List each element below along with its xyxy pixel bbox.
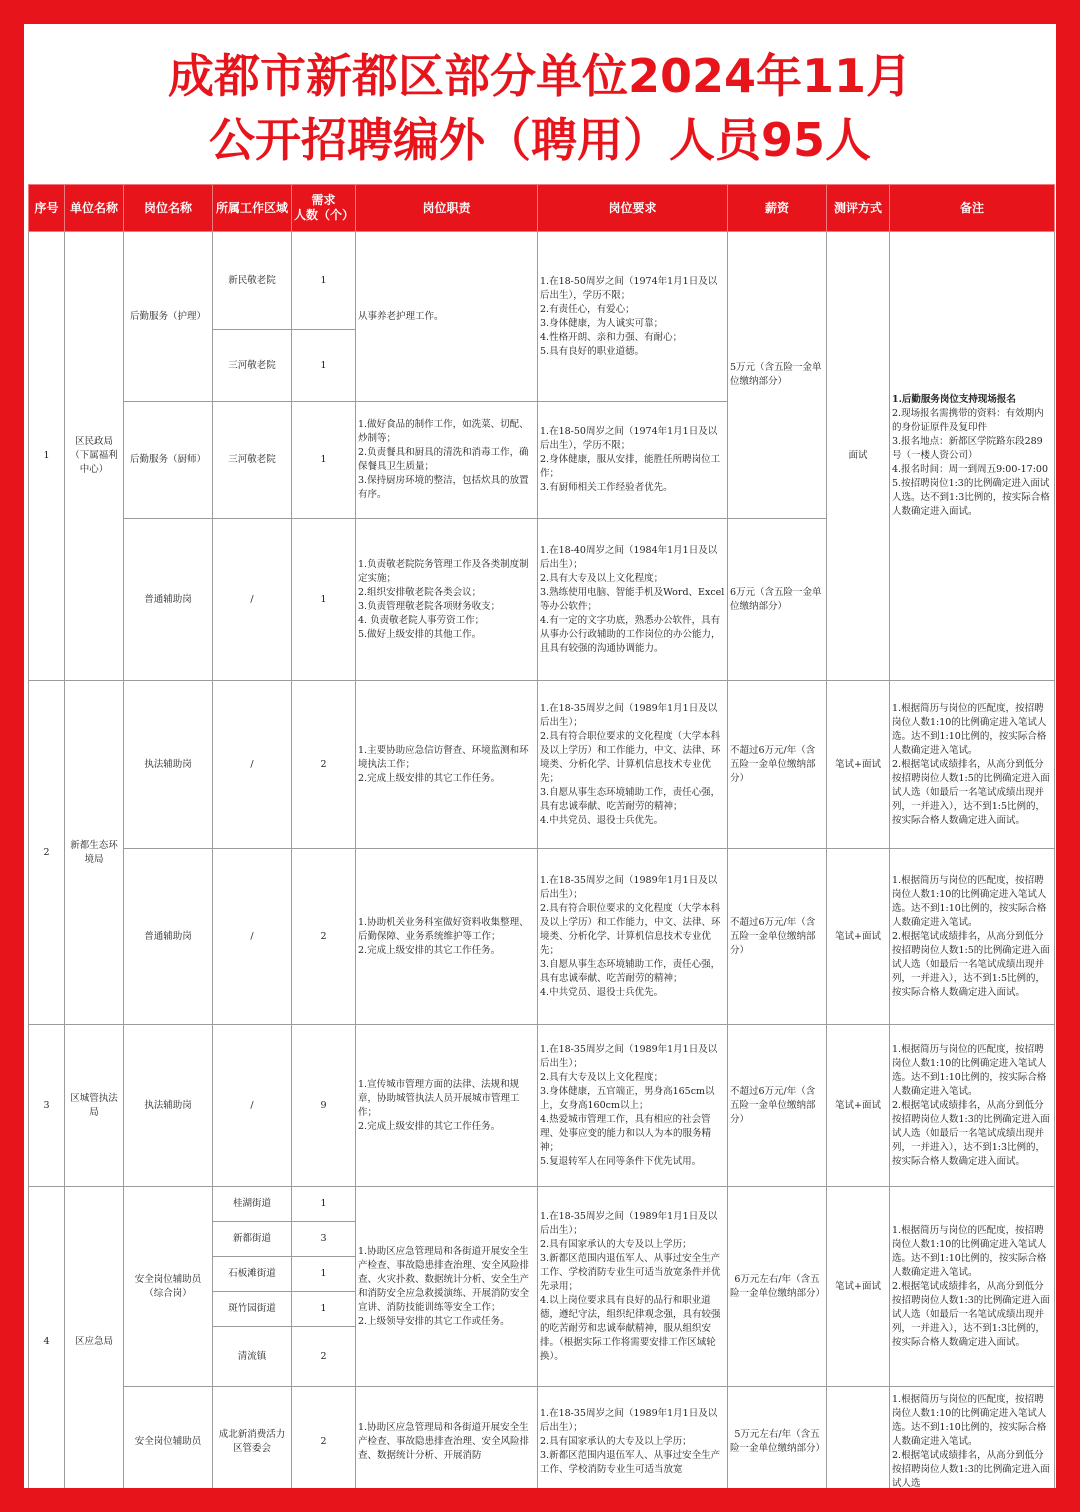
assessment-method: 笔试+面试 — [827, 1187, 890, 1387]
work-area: 新都街道 — [213, 1222, 292, 1257]
job-duty: 1.协助区应急管理局和各街道开展安全生产检查、事故隐患排查治理、安全风险排查、火灾扑救、数据统计分析、安全生产和消防安全应急救援演练、开展消防安全宣讲、消防技能训练等安全工作； 2.上级领导安排的其它工作或任务。 — [356, 1187, 538, 1387]
salary: 5万元（含五险一金单位缴纳部分） — [728, 232, 827, 519]
note: 1.根据简历与岗位的匹配度，按招聘岗位人数1:10的比例确定进入笔试人选。达不到1:10比例的，按实际合格人数确定进入笔试。 2.根据笔试成绩排名，从高分到低分按招聘岗位人数1:3的比例确定进入面试人选（如最后一名笔试成绩出现并列，一并进入），达不到1:3比例的，按实际合格人数确定进入面试。 — [890, 1025, 1055, 1187]
salary: 不超过6万元/年（含五险一金单位缴纳部分） — [728, 1025, 827, 1187]
job-duty: 1.做好食品的制作工作，如洗菜、切配、炒制等； 2.负责餐具和厨具的清洗和消毒工作，确保餐具卫生质量； 3.保持厨房环境的整洁，包括炊具的放置有序。 — [356, 402, 538, 519]
head-count: 1 — [292, 1257, 356, 1292]
header-duty: 岗位职责 — [356, 185, 538, 232]
head-count: 2 — [292, 1327, 356, 1387]
job-requirement: 1.在18-50周岁之间（1974年1月1日及以后出生），学历不限； 2.身体健康，服从安排，能胜任所聘岗位工作； 3.有厨师相关工作经验者优先。 — [538, 402, 728, 519]
work-area: 三河敬老院 — [213, 330, 292, 402]
assessment-method: 面试 — [827, 232, 890, 681]
head-count: 1 — [292, 1292, 356, 1327]
position-name: 后勤服务（护理） — [124, 232, 213, 402]
table-row — [29, 232, 1055, 330]
job-requirement: 1.在18-35周岁之间（1989年1月1日及以后出生）； 2.具有符合职位要求的文化程度（大学本科及以上学历）和工作能力，中文、法律、环境类、分析化学、计算机信息技术专业优先； 3.自愿从事生态环境辅助工作，责任心强，具有忠诚奉献、吃苦耐劳的精神； 4.中共党员、退役士兵优先。 — [538, 849, 728, 1025]
unit-name: 区城管执法局 — [65, 1025, 124, 1187]
work-area: 新民敬老院 — [213, 232, 292, 330]
note: 1.根据简历与岗位的匹配度，按招聘岗位人数1:10的比例确定进入笔试人选。达不到1:10比例的，按实际合格人数确定进入笔试。 2.根据笔试成绩排名，从高分到低分按招聘岗位人数1:3的比例确定进入面试人选（如最后一名笔试成绩出现并列，一并进入），达不到1:3比例的，按实际合格人数确定进入面试。 — [890, 1187, 1055, 1387]
header-unit: 单位名称 — [65, 185, 124, 232]
title-line-1: 成都市新都区部分单位2024年11月 — [167, 49, 913, 103]
header-requirement: 岗位要求 — [538, 185, 728, 232]
position-name: 后勤服务（厨师） — [124, 402, 213, 519]
unit-name: 新都生态环境局 — [65, 681, 124, 1025]
header-position: 岗位名称 — [124, 185, 213, 232]
table-row — [29, 849, 1055, 1025]
position-name: 安全岗位辅助员 — [124, 1387, 213, 1489]
job-duty: 1.宣传城市管理方面的法律、法规和规章，协助城管执法人员开展城市管理工作； 2.完成上级安排的其它工作任务。 — [356, 1025, 538, 1187]
work-area: / — [213, 519, 292, 681]
salary: 不超过6万元/年（含五险一金单位缴纳部分） — [728, 849, 827, 1025]
assessment-method — [827, 1387, 890, 1489]
assessment-method: 笔试+面试 — [827, 681, 890, 849]
work-area: 清流镇 — [213, 1327, 292, 1387]
note: 1.根据简历与岗位的匹配度，按招聘岗位人数1:10的比例确定进入笔试人选。达不到1:10比例的，按实际合格人数确定进入笔试。 2.根据笔试成绩排名，从高分到低分按招聘岗位人数1:5的比例确定进入面试人选（如最后一名笔试成绩出现并列，一并进入），达不到1:5比例的，按实际合格人数确定进入面试。 — [890, 849, 1055, 1025]
head-count: 2 — [292, 849, 356, 1025]
header-area: 所属工作区域 — [213, 185, 292, 232]
title-block — [24, 24, 1056, 184]
position-name: 普通辅助岗 — [124, 519, 213, 681]
note — [890, 232, 1055, 681]
head-count: 1 — [292, 330, 356, 402]
unit-name: 区应急局 — [65, 1187, 124, 1489]
table-row — [29, 1387, 1055, 1489]
salary: 不超过6万元/年（含五险一金单位缴纳部分） — [728, 681, 827, 849]
recruitment-table — [28, 184, 1055, 1488]
work-area: 成北新消费活力区管委会 — [213, 1387, 292, 1489]
document-page — [24, 24, 1056, 1488]
assessment-method: 笔试+面试 — [827, 849, 890, 1025]
table-header-row — [29, 185, 1055, 232]
job-duty: 1.协助机关业务科室做好资料收集整理、后勤保障、业务系统维护等工作； 2.完成上级安排的其它工作任务。 — [356, 849, 538, 1025]
salary: 6万元左右/年（含五险一金单位缴纳部分） — [728, 1187, 827, 1387]
job-duty: 1.协助区应急管理局和各街道开展安全生产检查、事故隐患排查治理、安全风险排查、数据统计分析、开展消防 — [356, 1387, 538, 1489]
note: 1.根据简历与岗位的匹配度，按招聘岗位人数1:10的比例确定进入笔试人选。达不到1:10比例的，按实际合格人数确定进入笔试。 2.根据笔试成绩排名，从高分到低分按招聘岗位人数1:5的比例确定进入面试人选（如最后一名笔试成绩出现并列，一并进入），达不到1:5比例的，按实际合格人数确定进入面试。 — [890, 681, 1055, 849]
work-area: / — [213, 1025, 292, 1187]
head-count: 1 — [292, 232, 356, 330]
header-salary: 薪资 — [728, 185, 827, 232]
job-duty: 从事养老护理工作。 — [356, 232, 538, 402]
header-no: 序号 — [29, 185, 65, 232]
job-requirement: 1.在18-40周岁之间（1984年1月1日及以后出生）； 2.具有大专及以上文化程度； 3.熟练使用电脑、智能手机及Word、Excel等办公软件； 4.有一定的文字功底，熟悉办公软件，具有从事办公行政辅助的工作岗位的办公能力，且具有较强的沟通协调能力。 — [538, 519, 728, 681]
work-area: 斑竹园街道 — [213, 1292, 292, 1327]
position-name: 安全岗位辅助员（综合岗） — [124, 1187, 213, 1387]
job-requirement: 1.在18-35周岁之间（1989年1月1日及以后出生）； 2.具有国家承认的大专及以上学历； 3.新都区范围内退伍军人、从事过安全生产工作、学校消防专业生可适当放宽 — [538, 1387, 728, 1489]
head-count: 1 — [292, 1187, 356, 1222]
note-bold-text: 1.后勤服务岗位支持现场报名 — [892, 394, 1016, 405]
job-duty: 1.负责敬老院院务管理工作及各类制度制定实施； 2.组织安排敬老院各类会议； 3.负责管理敬老院各项财务收支； 4. 负责敬老院人事劳资工作； 5.做好上级安排的其他工作。 — [356, 519, 538, 681]
work-area: / — [213, 849, 292, 1025]
table-row — [29, 681, 1055, 849]
unit-name: 区民政局 （下属福利 中心） — [65, 232, 124, 681]
position-name: 执法辅助岗 — [124, 1025, 213, 1187]
title-line-2: 公开招聘编外（聘用）人员95人 — [208, 113, 871, 167]
note: 1.根据简历与岗位的匹配度，按招聘岗位人数1:10的比例确定进入笔试人选。达不到1:10比例的，按实际合格人数确定进入笔试。 2.根据笔试成绩排名，从高分到低分按招聘岗位人数1:3的比例确定进入面试人选 — [890, 1387, 1055, 1489]
job-requirement: 1.在18-50周岁之间（1974年1月1日及以后出生），学历不限； 2.有责任心，有爱心； 3.身体健康，为人诚实可靠； 4.性格开朗、亲和力强、有耐心； 5.具有良好的职业道德。 — [538, 232, 728, 402]
work-area: 三河敬老院 — [213, 402, 292, 519]
head-count: 3 — [292, 1222, 356, 1257]
head-count: 2 — [292, 1387, 356, 1489]
row-no: 1 — [29, 232, 65, 681]
assessment-method: 笔试+面试 — [827, 1025, 890, 1187]
header-method: 测评方式 — [827, 185, 890, 232]
job-requirement: 1.在18-35周岁之间（1989年1月1日及以后出生）； 2.具有国家承认的大专及以上学历； 3.新都区范围内退伍军人、从事过安全生产工作、学校消防专业生可适当放宽条件并优先录用； 4.以上岗位要求具有良好的品行和职业道德，遵纪守法，组织纪律观念强，具有较强的吃苦耐劳和忠诚奉献精神，服从组织安排。（根据实际工作将需要安排工作区域轮换）。 — [538, 1187, 728, 1387]
job-requirement: 1.在18-35周岁之间（1989年1月1日及以后出生）； 2.具有符合职位要求的文化程度（大学本科及以上学历）和工作能力，中文、法律、环境类、分析化学、计算机信息技术专业优先； 3.自愿从事生态环境辅助工作，责任心强，具有忠诚奉献、吃苦耐劳的精神； 4.中共党员、退役士兵优先。 — [538, 681, 728, 849]
head-count: 9 — [292, 1025, 356, 1187]
head-count: 1 — [292, 519, 356, 681]
job-requirement: 1.在18-35周岁之间（1989年1月1日及以后出生）； 2.具有大专及以上文化程度； 3.身体健康，五官端正，男身高165cm以上，女身高160cm以上； 4.热爱城市管理工作，具有相应的社会管理、处事应变的能力和以人为本的服务精神； 5.复退转军人在同等条件下优先试用。 — [538, 1025, 728, 1187]
position-name: 执法辅助岗 — [124, 681, 213, 849]
head-count: 1 — [292, 402, 356, 519]
row-no: 4 — [29, 1187, 65, 1489]
table-row — [29, 1025, 1055, 1187]
note-text: 2.现场报名需携带的资料：有效期内的身份证原件及复印件 3.报名地点：新都区学院路东段289号（一楼人资公司） 4.报名时间：周一到周五9:00-17:00 5.按招聘岗位1:3的比例确定进入面试人选。达不到1:3比例的，按实际合格人数确定进入面试。 — [892, 408, 1050, 517]
salary: 5万元左右/年（含五险一金单位缴纳部分） — [728, 1387, 827, 1489]
table-row — [29, 1187, 1055, 1222]
work-area: / — [213, 681, 292, 849]
head-count: 2 — [292, 681, 356, 849]
work-area: 桂湖街道 — [213, 1187, 292, 1222]
header-count: 需求 人数（个） — [292, 185, 356, 232]
row-no: 2 — [29, 681, 65, 1025]
position-name: 普通辅助岗 — [124, 849, 213, 1025]
row-no: 3 — [29, 1025, 65, 1187]
salary: 6万元（含五险一金单位缴纳部分） — [728, 519, 827, 681]
work-area: 石板滩街道 — [213, 1257, 292, 1292]
header-note: 备注 — [890, 185, 1055, 232]
job-duty: 1.主要协助应急信访督查、环境监测和环境执法工作； 2.完成上级安排的其它工作任务。 — [356, 681, 538, 849]
